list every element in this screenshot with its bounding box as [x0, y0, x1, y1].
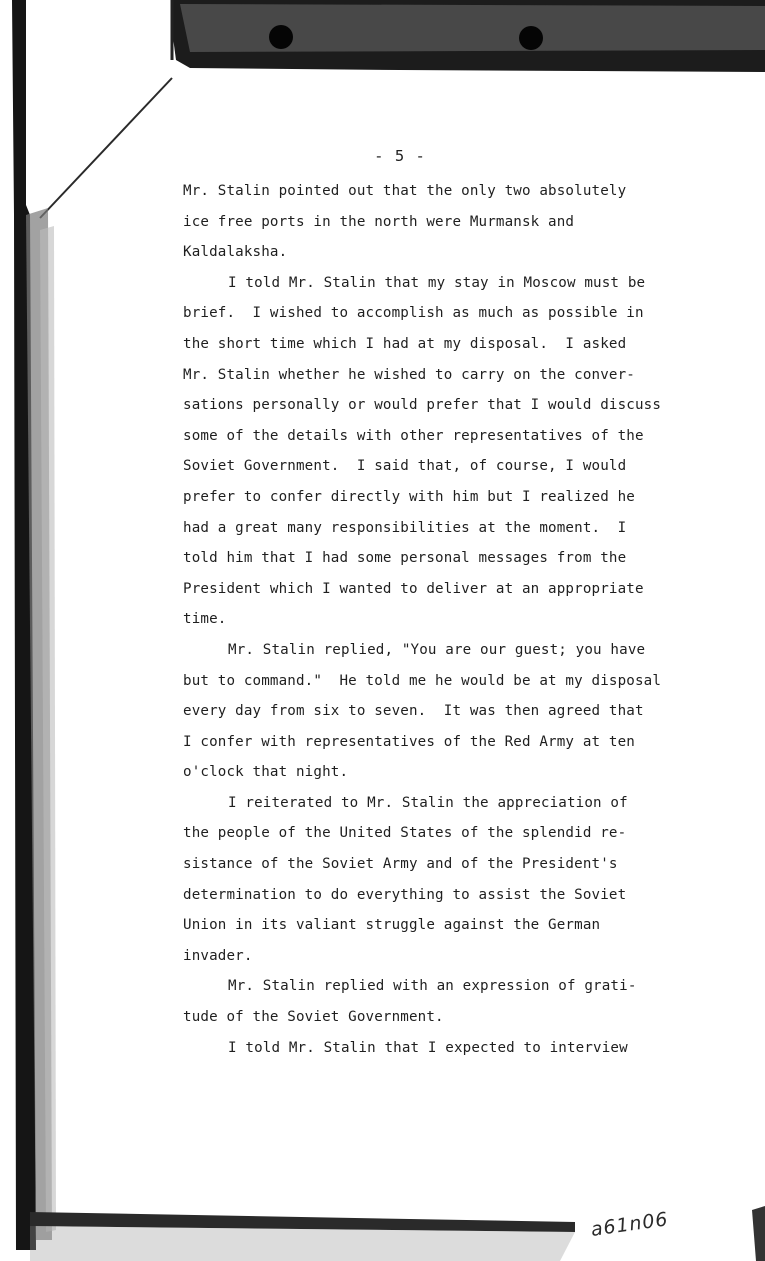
text-line: brief. I wished to accomplish as much as possible in — [183, 305, 644, 322]
text-line: Mr. Stalin pointed out that the only two absolutely — [183, 183, 627, 199]
text-line: I confer with representatives of the Red Army at ten — [183, 733, 635, 750]
text-line: the short time which I had at my disposal. I asked — [183, 335, 627, 352]
text-line: Mr. Stalin replied with an expression of grati- — [228, 978, 637, 995]
bottom-right-mark — [752, 1206, 765, 1261]
punch-hole-right — [519, 26, 543, 50]
text-line: I told Mr. Stalin that my stay in Moscow must be — [228, 274, 646, 291]
text-line: had a great many responsibilities at the moment. I — [183, 519, 627, 536]
text-line: some of the details with other representatives of the — [183, 427, 644, 444]
punch-hole-left — [269, 25, 293, 49]
text-line: every day from six to seven. It was then agreed that — [183, 703, 644, 720]
text-line: I told Mr. Stalin that I expected to interview — [228, 1039, 628, 1056]
bottom-scan-shadow — [30, 1226, 575, 1261]
text-line: but to command." He told me he would be at my disposal — [183, 672, 662, 689]
text-line: Mr. Stalin replied, "You are our guest; you have — [228, 641, 646, 658]
text-line: prefer to confer directly with him but I realized he — [183, 488, 635, 505]
text-line: the people of the United States of the splendid re- — [183, 825, 627, 842]
page-number: - 5 - — [374, 147, 426, 165]
document-body — [183, 176, 703, 1063]
text-line: Soviet Government. I said that, of course, I would — [183, 458, 627, 475]
text-line: invader. — [183, 947, 253, 964]
text-line: time. — [183, 611, 227, 628]
text-line: sistance of the Soviet Army and of the President's — [183, 856, 618, 873]
top-scan-strip-inner — [180, 4, 765, 52]
text-line: Kaldalaksha. — [183, 244, 288, 261]
text-line: o'clock that night. — [183, 764, 349, 781]
handwritten-annotation: a61n06 — [589, 1208, 670, 1241]
text-line: President which I wanted to deliver at an appropriate — [183, 580, 644, 597]
text-line: Mr. Stalin whether he wished to carry on the conver- — [183, 366, 635, 383]
text-line: tude of the Soviet Government. — [183, 1009, 444, 1026]
text-line: sations personally or would prefer that I would discuss — [183, 397, 662, 414]
text-line: ice free ports in the north were Murmansk and — [183, 213, 575, 230]
text-line: told him that I had some personal messages from the — [183, 550, 627, 567]
text-line: I reiterated to Mr. Stalin the appreciation of — [228, 794, 628, 811]
text-line: determination to do everything to assist the Soviet — [183, 886, 627, 903]
text-line: Union in its valiant struggle against the German — [183, 917, 601, 934]
